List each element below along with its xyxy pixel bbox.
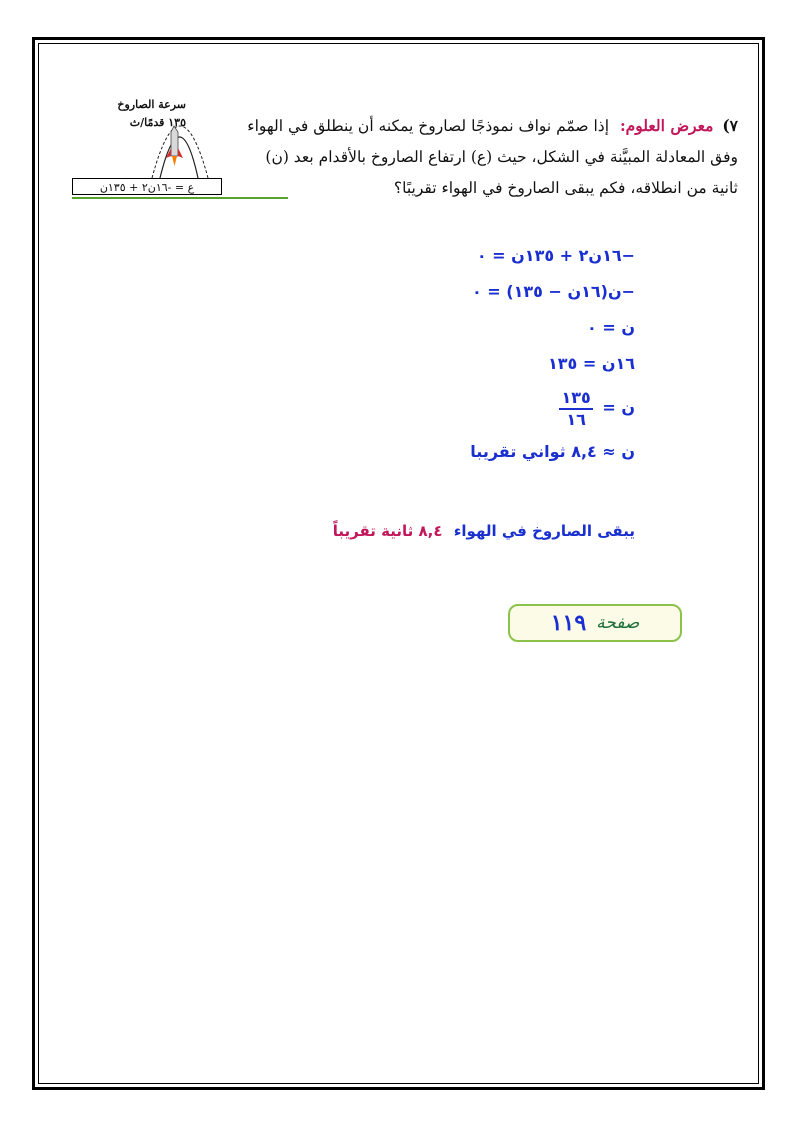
page-number: ١١٩: [550, 610, 587, 636]
fraction-prefix: ن =: [602, 398, 635, 417]
rocket-speed-label: [117, 96, 186, 132]
speed-value-text: ١٣٥ قدمًا/ث: [129, 116, 186, 129]
speed-label-text: سرعة الصاروخ: [117, 98, 186, 111]
final-answer: [333, 522, 635, 540]
fraction-denominator: ١٦: [566, 409, 586, 429]
solution-step-5: [470, 382, 635, 434]
answer-value: ٨,٤ ثانية تقريباً: [332, 522, 443, 540]
page-word: صفحة: [596, 613, 640, 633]
solution-step-2: −ن(١٦ن − ١٣٥) = ٠: [471, 282, 635, 301]
solution-step-4: ١٦ن = ١٣٥: [547, 354, 635, 373]
rocket-figure: [68, 86, 228, 178]
problem-text: إذا صمّم نواف نموذجًا لصاروخ يمكنه أن ينطلق في الهواء وفق المعادلة المبيَّنة في الشكل، حيث (ع) ارتفاع الصاروخ بالأقدام بعد (ن) ثانية من انطلاقه، فكم يبقى الصاروخ في الهواء تقريبًا؟: [247, 117, 738, 197]
fraction: [559, 388, 592, 430]
figure-equation-box: ع = -١٦ن٢ + ١٣٥ن: [72, 178, 222, 195]
fraction-numerator: ١٣٥: [559, 388, 592, 410]
page-number-badge: [508, 604, 682, 642]
problem-number: ٧): [722, 116, 738, 135]
solution-step-1: −١٦ن٢ + ١٣٥ن = ٠: [476, 246, 635, 265]
problem-statement: [238, 110, 738, 204]
figure-underline: [72, 197, 288, 199]
solution-step-6: ن ≈ ٨,٤ ثواني تقريبا: [470, 442, 635, 461]
solution-steps: [470, 238, 635, 470]
answer-text: يبقى الصاروخ في الهواء: [453, 522, 635, 540]
solution-step-3: ن = ٠: [587, 318, 635, 337]
problem-tag: معرض العلوم:: [619, 116, 714, 135]
